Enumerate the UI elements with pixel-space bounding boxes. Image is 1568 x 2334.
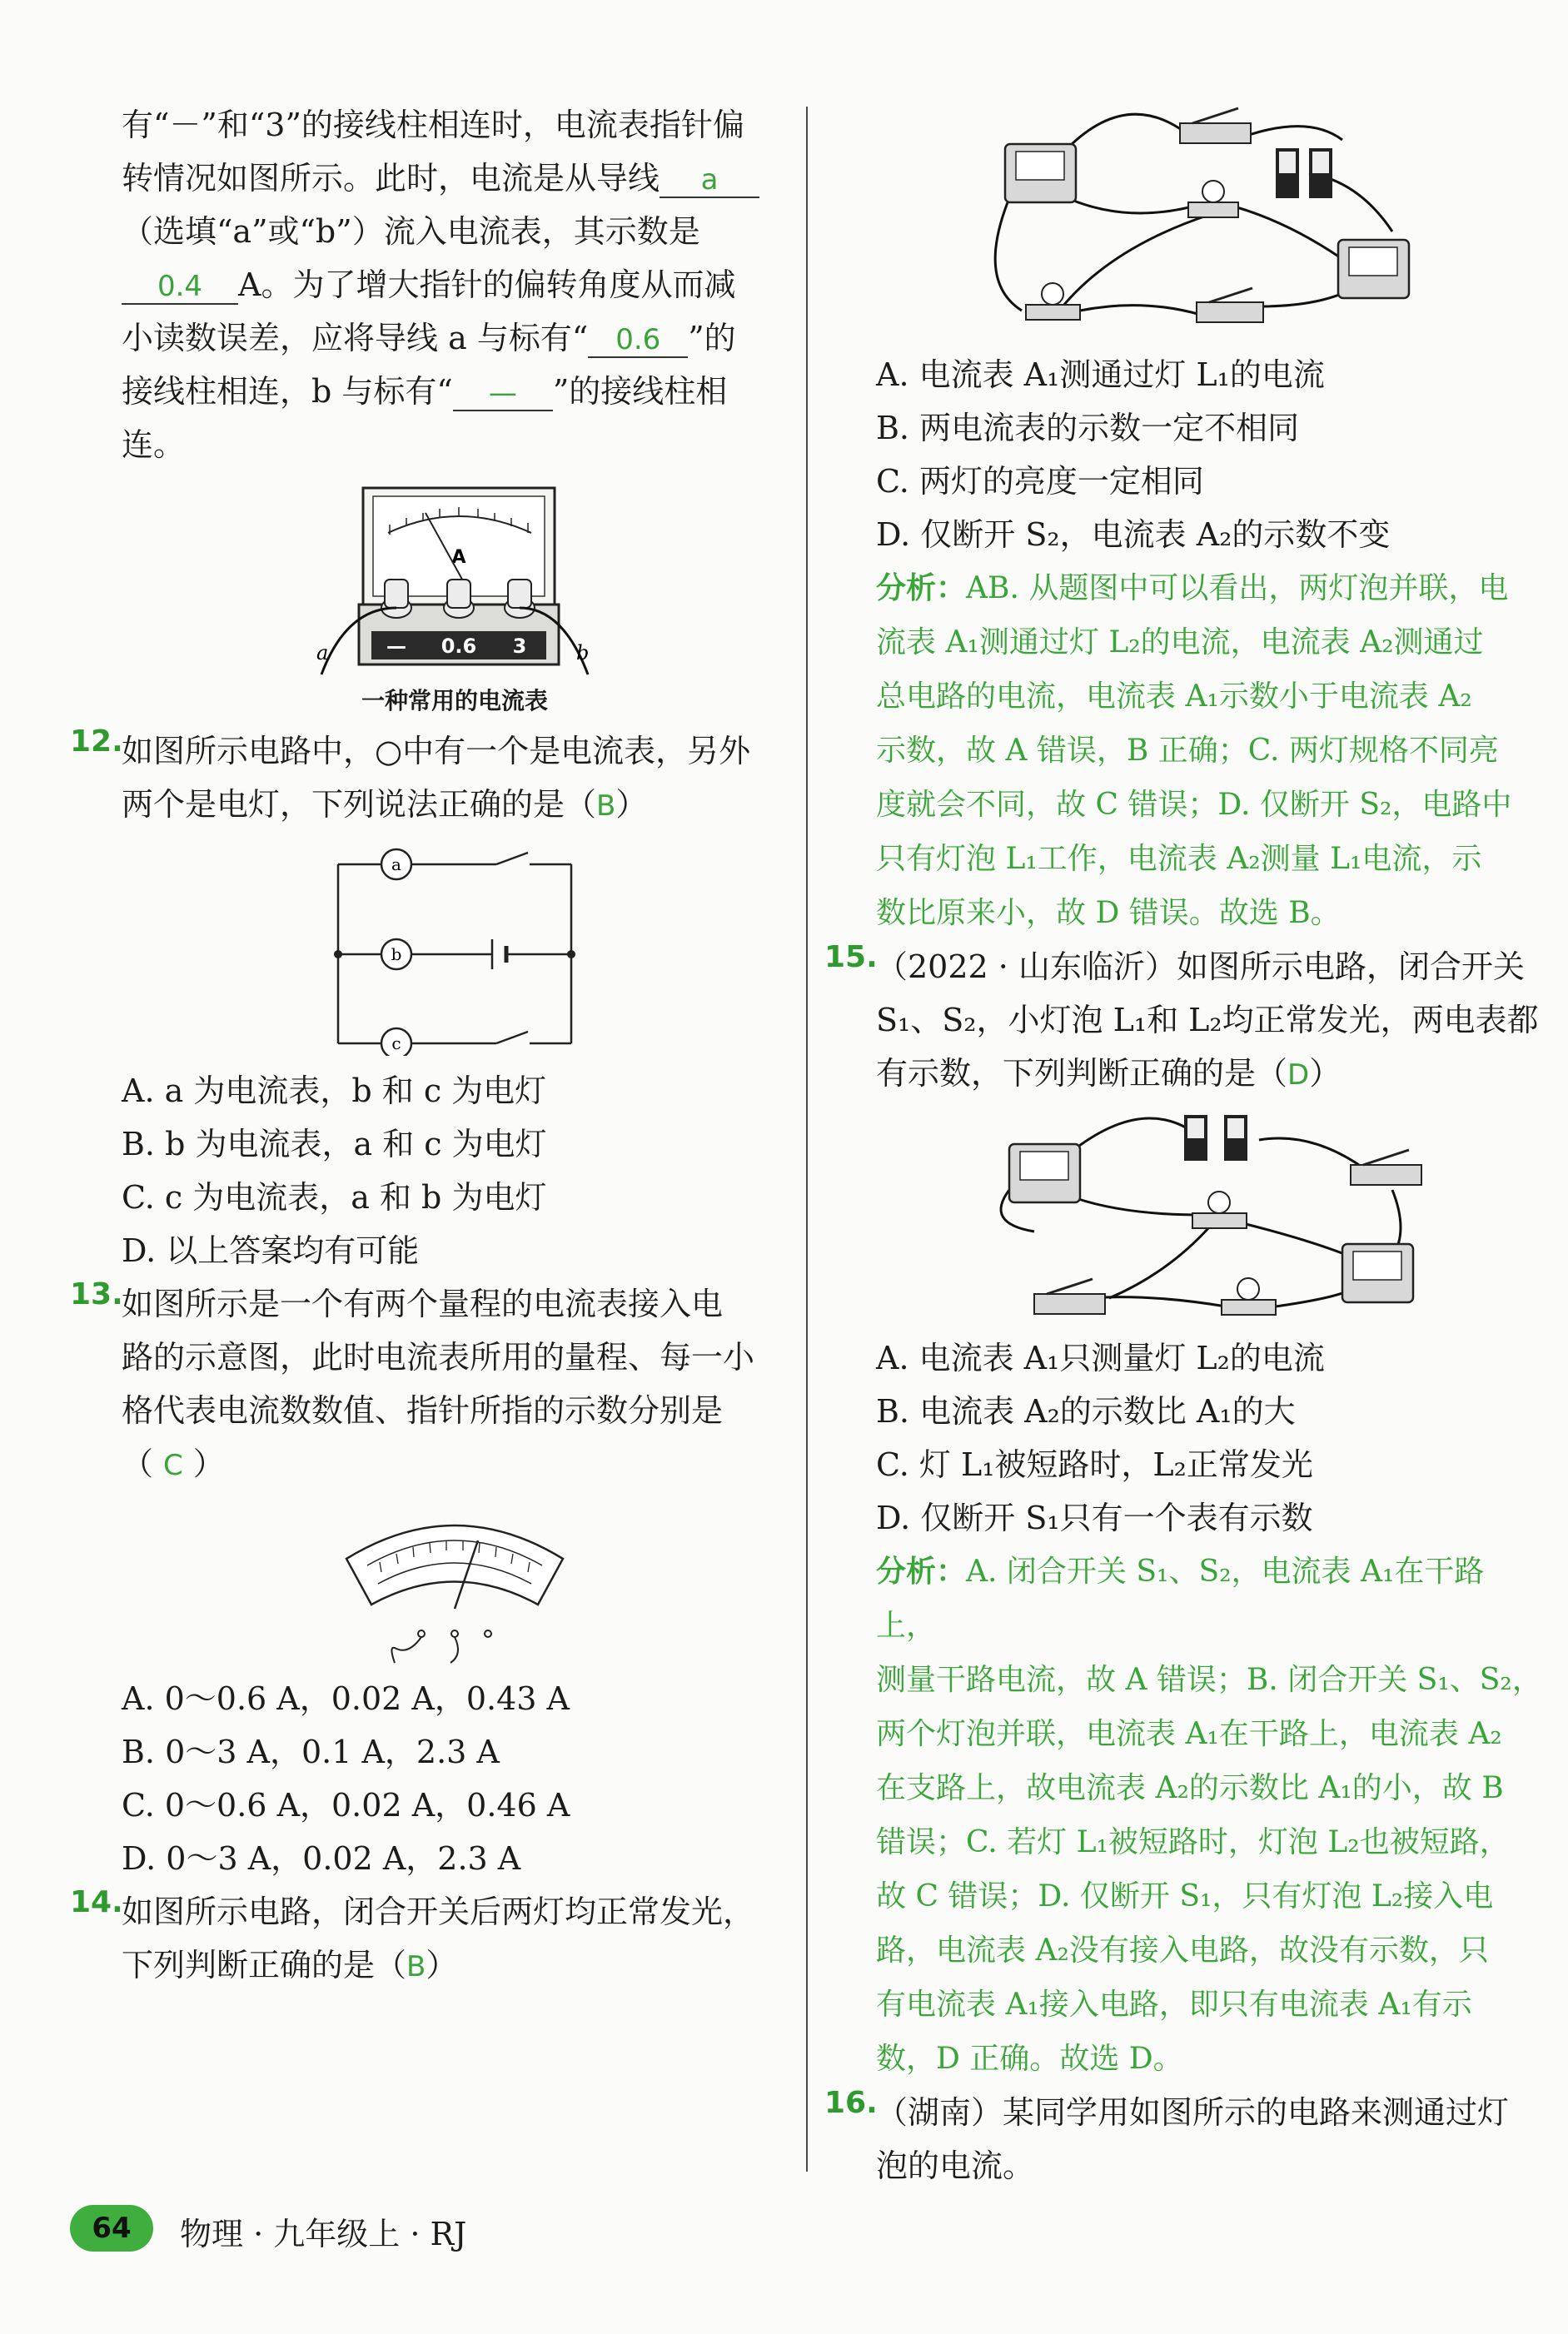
q11-line-2: 转情况如图所示。此时，电流是从导线	[122, 160, 660, 197]
battery-pair	[1276, 148, 1332, 198]
q14-stem-1: 如图所示电路，闭合开关后两灯均正常发光，	[122, 1894, 755, 1930]
q11-blank-reading: 0.4	[122, 270, 238, 305]
question-15: 15. （2022 · 山东临沂）如图所示电路，闭合开关 S₁、S₂，小灯泡 L₁和 L₂均正常发光，两电表都 有示数，下列判断正确的是（D） A. 电流表 A₁只测量灯 L₂的电流 B. 电流表 A₂的示数比 A₁的大 C. 灯 L₁被短路时，L₂正常发光 D. 仅断开 S₁只有一个表有示数 分析：A. 闭合开关 S₁、S₂，电流表 A₁在干路上， 测量干路电流，故 A 错误；B. 闭合开关 S₁、S₂， 两个灯泡并联，电流表 A₁在干路上，电流表 A₂ 在支路上，故电流表 A₂的示数比 A₁的小，故 B 错误；C. 若灯 L₁被短路时，灯泡 L₂也被短路， 故 C 错误；D. 仅断开 S₁，只有灯泡 L₂接入电 路，电流表 A₂没有接入电路，故没有示数，只 有电流表 A₁接入电路，即只有电流表 A₁有示 数，D 正确。故选 D。	[876, 940, 1542, 2086]
q15-answer: D	[1287, 1058, 1310, 1092]
svg-text:c: c	[391, 1033, 401, 1053]
q14-analysis-label: 分析：	[876, 571, 967, 605]
ammeter-a2	[1342, 1244, 1413, 1302]
q12-stem-2: 两个是电灯，下列说法正确的是（	[122, 786, 597, 823]
q16-stem-1: （湖南）某同学用如图所示的电路来测通过灯	[876, 2094, 1510, 2131]
q15-number: 15.	[824, 940, 878, 974]
q15-option-c: C. 灯 L₁被短路时，L₂正常发光	[876, 1446, 1313, 1483]
lamp-l2	[1026, 283, 1080, 320]
q12-number: 12.	[70, 724, 123, 759]
q11-line-6: 接线柱相连，b 与标有“	[122, 373, 453, 410]
terminal-06-label: 0.6	[441, 635, 477, 658]
q14-option-a: A. 电流表 A₁测通过灯 L₁的电流	[876, 356, 1325, 393]
lead-wire-mid	[450, 1637, 458, 1663]
q11-blank-terminal-b: —	[453, 376, 553, 411]
ammeter-a1	[1009, 1144, 1080, 1202]
ammeter-photo-figure	[313, 483, 596, 683]
q13-number: 13.	[70, 1277, 123, 1311]
q12-option-c: C. c 为电流表，a 和 b 为电灯	[122, 1179, 547, 1216]
switch-s2	[1351, 1150, 1421, 1185]
circuit-photo-q14	[959, 98, 1459, 348]
q11-line-3: （选填“a”或“b”）流入电流表，其示数是	[122, 213, 700, 250]
q11-line-4: A。为了增大指针的偏转角度从而减	[238, 266, 736, 303]
q13-option-d: D. 0～3 A，0.02 A，2.3 A	[122, 1840, 521, 1877]
left-column	[70, 98, 788, 1993]
wire-a-label: a	[316, 641, 329, 664]
q14-stem-2: 下列判断正确的是（	[122, 1947, 407, 1983]
q13-option-b: B. 0～3 A，0.1 A，2.3 A	[122, 1734, 500, 1770]
q14-option-d: D. 仅断开 S₂，电流表 A₂的示数不变	[876, 516, 1391, 553]
switch-s1	[1180, 108, 1251, 143]
q15-stem-3: 有示数，下列判断正确的是（	[876, 1055, 1288, 1092]
q15-analysis: 分析：A. 闭合开关 S₁、S₂，电流表 A₁在干路上， 测量干路电流，故 A 错误；B. 闭合开关 S₁、S₂， 两个灯泡并联，电流表 A₁在干路上，电流表 A₂ 在支路上，故电流表 A₂的示数比 A₁的小，故 B 错误；C. 若灯 L₁被短路时，灯泡 L₂也被短路， 故 C 错误；D. 仅断开 S₁，只有灯泡 L₂接入电 路，电流表 A₂没有接入电路，故没有示数，只 有电流表 A₁接入电路，即只有电流表 A₁有示 数，D 正确。故选 D。	[876, 1555, 1542, 2076]
lamp-l1	[1222, 1278, 1276, 1315]
meter-dial-outline	[346, 1525, 563, 1605]
q14-option-b: B. 两电流表的示数一定不相同	[876, 410, 1300, 446]
q11-blank-wire: a	[660, 163, 759, 198]
meter-terminals	[381, 580, 535, 618]
meter-unit-label: A	[451, 547, 466, 568]
column-divider	[806, 107, 808, 2172]
lead-wire-left	[391, 1637, 421, 1663]
q13-stem-3: 格代表电流数数值、指针所指的示数分别是	[122, 1392, 724, 1429]
question-13: 13. 如图所示是一个有两个量程的电流表接入电 路的示意图，此时电流表所用的量程、每一小 格代表电流数数值、指针所指的示数分别是 （ C ） A. 0～0.6 A，0.02 A，0.43 A B. 0～3 A，0.1 A，2.3 A C. 0～0.6 A，0.02 A，0.46 A D. 0～3 A，0.02 A，2.3 A	[122, 1277, 788, 1885]
q13-stem-1: 如图所示是一个有两个量程的电流表接入电	[122, 1286, 724, 1322]
q14-analysis: 分析：AB. 从题图中可以看出，两灯泡并联，电 流表 A₁测通过灯 L₂的电流，电流表 A₂测通过 总电路的电流，电流表 A₁示数小于电流表 A₂ 示数，故 A 错误，B 正确；C. 两灯规格不同亮 度就会不同，故 C 错误；D. 仅断开 S₂，电路中 只有灯泡 L₁工作，电流表 A₂测量 L₁电流，示 数比原来小，故 D 错误。故选 B。	[876, 571, 1512, 930]
switch-s1	[1034, 1279, 1105, 1314]
question-16	[824, 2086, 1542, 2192]
q14-answer: B	[406, 1950, 426, 1983]
q11-line-1: 有“－”和“3”的接线柱相连时，电流表指针偏	[122, 107, 744, 143]
q13-stem-2: 路的示意图，此时电流表所用的量程、每一小	[122, 1339, 755, 1376]
battery-pair	[1184, 1115, 1247, 1161]
wire-b-label: b	[576, 641, 590, 664]
question-14: 14. 如图所示电路，闭合开关后两灯均正常发光， 下列判断正确的是（B）	[122, 1885, 788, 1993]
q15-stem-1: （2022 · 山东临沂）如图所示电路，闭合开关	[876, 948, 1525, 985]
circuit-photo-q15	[959, 1107, 1459, 1331]
page-number-badge: 64	[70, 2205, 153, 2252]
lamp-l1	[1188, 181, 1238, 217]
q12-option-d: D. 以上答案均有可能	[122, 1232, 420, 1269]
lamp-l2	[1192, 1192, 1247, 1228]
q15-option-a: A. 电流表 A₁只测量灯 L₂的电流	[876, 1340, 1325, 1376]
switch-s2	[1197, 288, 1263, 322]
q11-line-5: 小读数误差，应将导线 a 与标有“	[122, 320, 589, 356]
q15-analysis-label: 分析：	[876, 1555, 967, 1589]
q16-stem-2: 泡的电流。	[876, 2147, 1035, 2184]
q12-option-b: B. b 为电流表，a 和 c 为电灯	[122, 1126, 547, 1162]
q15-option-d: D. 仅断开 S₁只有一个表有示数	[876, 1500, 1313, 1536]
question-11-tail: 有“－”和“3”的接线柱相连时，电流表指针偏 转情况如图所示。此时，电流是从导线 a （选填“a”或“b”）流入电流表，其示数是 0.4 A。为了增大指针的偏转角度从而减 小读数误差，应将导线 a 与标有“ 0.6 ”的 接线柱相连，b 与标有“ — ”的接线柱相连。 A — 0.6 3 a b 一种常用的电流表	[122, 98, 788, 716]
q12-answer: B	[596, 789, 616, 823]
q13-option-a: A. 0～0.6 A，0.02 A，0.43 A	[122, 1680, 570, 1717]
question-12: 12. 如图所示电路中，○中有一个是电流表，另外 两个是电灯，下列说法正确的是（B） a b c A. a 为电流表，b 和 c 为电灯 B. b 为电流表，a 和 c 为电灯 C. c 为电流表，a 和 b 为电灯 D. 以上答案均有可能	[122, 724, 788, 1277]
q12-option-a: A. a 为电流表，b 和 c 为电灯	[122, 1072, 547, 1109]
q13-answer: C	[163, 1449, 183, 1482]
right-column	[824, 98, 1542, 2192]
q12-stem-1: 如图所示电路中，○中有一个是电流表，另外	[122, 733, 751, 769]
figure-caption: 一种常用的电流表	[361, 687, 548, 714]
q16-number: 16.	[824, 2086, 878, 2120]
q15-stem-2: S₁、S₂，小灯泡 L₁和 L₂均正常发光，两电表都	[876, 1002, 1539, 1038]
ammeter-a2	[1338, 240, 1409, 298]
svg-text:a: a	[391, 854, 401, 874]
q14-option-c: C. 两灯的亮度一定相同	[876, 463, 1204, 500]
footer-book-title: 物理 · 九年级上 · RJ	[180, 2216, 467, 2252]
q11-blank-terminal-a: 0.6	[588, 323, 688, 358]
svg-text:b: b	[391, 944, 402, 964]
terminal-minus-label: —	[386, 635, 406, 658]
q13-option-c: C. 0～0.6 A，0.02 A，0.46 A	[122, 1787, 570, 1824]
q15-option-b: B. 电流表 A₂的示数比 A₁的大	[876, 1393, 1296, 1430]
terminal-3-label: 3	[512, 635, 527, 658]
q14-number: 14.	[70, 1885, 123, 1919]
circuit-diagram-q12	[321, 848, 588, 1056]
dual-range-ammeter-figure	[330, 1500, 580, 1667]
ammeter-a1	[1005, 144, 1076, 202]
